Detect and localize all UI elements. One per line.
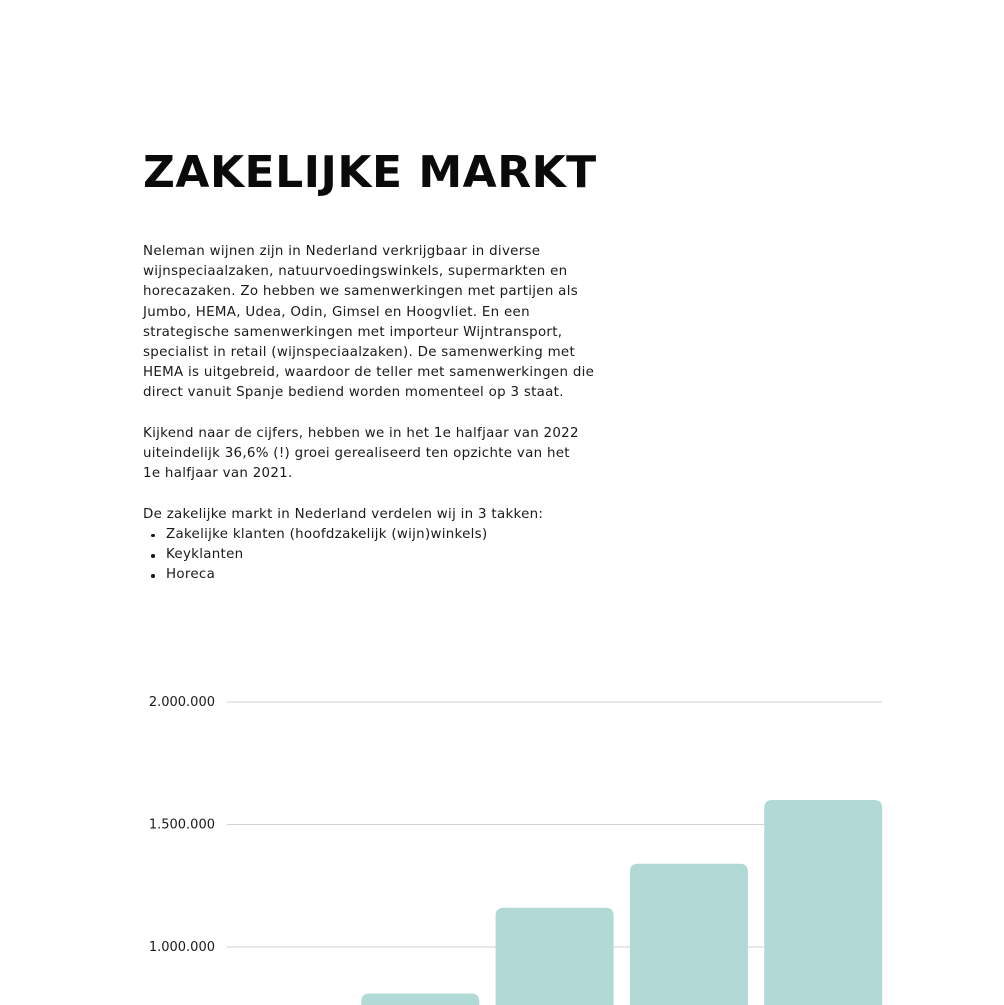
list-item: Zakelijke klanten (hoofdzakelijk (wijn)winkels)	[166, 525, 633, 545]
y-tick-label: 1.500.000	[148, 817, 215, 833]
page-title: ZAKELIJKE MARKT	[143, 147, 597, 198]
bar-3	[496, 908, 614, 1005]
list-item: Keyklanten	[166, 545, 633, 565]
intro-paragraph: Neleman wijnen zijn in Nederland verkrijgbaar in diverse wijnspeciaalzaken, natuurvoedingswinkels, supermarkten en horecazaken. Zo hebben we samenwerkingen met partijen als Jumbo, HEMA, Udea, Odin, Gimsel en Hoogvliet. En een strategische samenwerkingen met importeur Wijntransport, specialist in retail (wijnspeciaalzaken). De samenwerking met HEMA is uitgebreid, waardoor de teller met samenwerkingen die direct vanuit Spanje bediend worden momenteel op 3 staat.	[143, 244, 595, 401]
list-item: Horeca	[166, 565, 633, 585]
y-tick-label: 2.000.000	[148, 695, 215, 710]
bar-4	[630, 864, 748, 1005]
y-axis-labels	[149, 695, 215, 955]
growth-paragraph: Kijkend naar de cijfers, hebben we in het 1e halfjaar van 2022 uiteindelijk 36,6% (!) groei gerealiseerd ten opzichte van het 1e halfjaar van 2021.	[143, 425, 579, 482]
branches-intro: De zakelijke markt in Nederland verdelen wij in 3 takken:	[143, 506, 544, 522]
bars	[227, 800, 882, 1005]
bar-2	[361, 994, 479, 1005]
bar-5	[764, 800, 882, 1005]
y-tick-label: 1.000.000	[148, 940, 215, 955]
